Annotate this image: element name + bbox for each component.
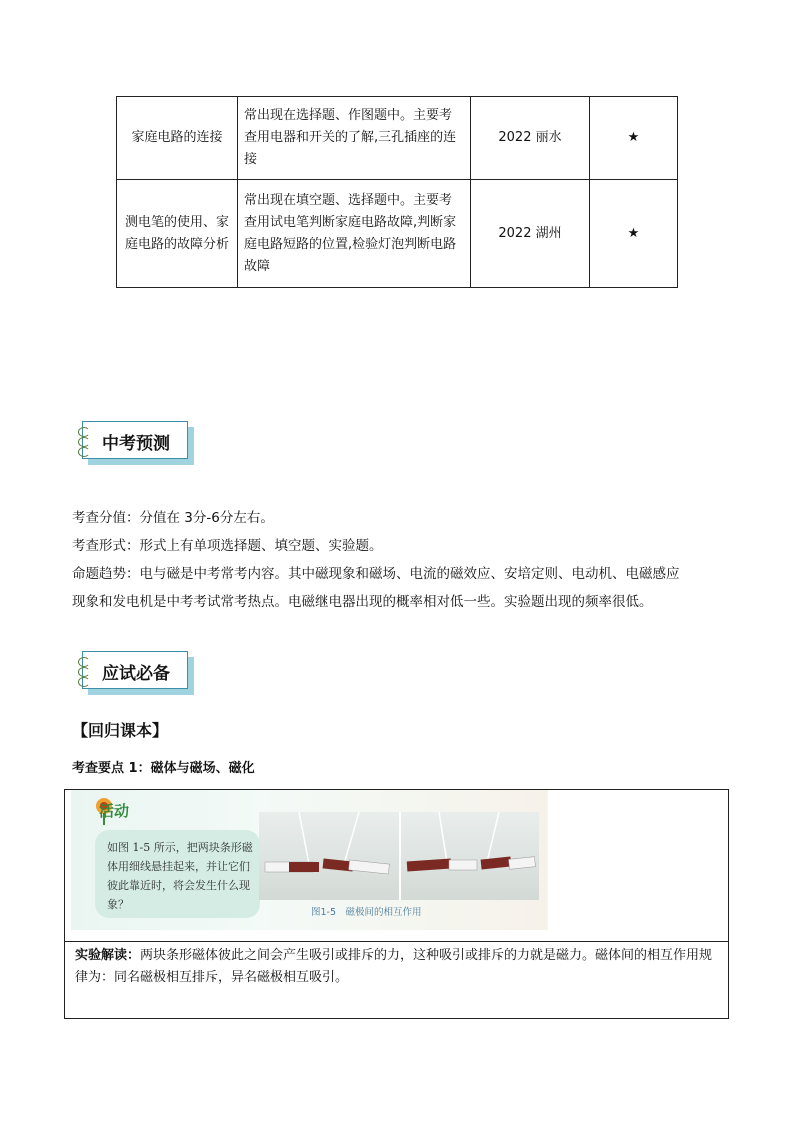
magnet-photo: [259, 812, 539, 900]
table-row: [117, 180, 678, 288]
exam-topic-table: [116, 96, 678, 288]
experiment-interpretation: [75, 945, 715, 989]
binder-ring-icon: [78, 677, 90, 687]
textbook-figure: [71, 790, 548, 930]
binder-ring-icon: [78, 657, 90, 667]
interpretation-text: 两块条形磁体彼此之间会产生吸引或排斥的力，这种吸引或排斥的力就是磁力。磁体间的相互作用规律为：同名磁极相互排斥，异名磁极相互吸引。: [75, 948, 713, 985]
section-header-prediction: [82, 421, 194, 465]
table-row: [117, 97, 678, 180]
experiment-box: [64, 789, 729, 1019]
binder-ring-icon: [78, 667, 90, 677]
return-to-textbook-heading: 【回归课本】: [72, 721, 169, 740]
activity-question: 如图 1-5 所示，把两块条形磁体用细线悬挂起来，并让它们彼此靠近时，将会发生什么现象？: [107, 841, 253, 911]
score-line: 考查分值：分值在 3分-6分左右。: [72, 510, 274, 526]
key-point-title: 考查要点 1：磁体与磁场、磁化: [72, 761, 255, 776]
format-line: 考查形式：形式上有单项选择题、填空题、实验题。: [72, 538, 383, 554]
figure-caption: 图1-5 磁极间的相互作用: [311, 907, 422, 918]
binder-ring-icon: [78, 427, 90, 437]
interpretation-label: 实验解读：: [75, 948, 141, 963]
binder-ring-icon: [78, 437, 90, 447]
topic-cell: 家庭电路的连接: [117, 97, 238, 180]
year-cell: 2022 丽水: [471, 97, 590, 180]
star-rating: ★: [590, 180, 678, 288]
trend-line-cont: 现象和发电机是中考考试常考热点。电磁继电器出现的概率相对低一些。实验题出现的频率很低。: [72, 594, 653, 610]
binder-ring-icon: [78, 447, 90, 457]
year-cell: 2022 湖州: [471, 180, 590, 288]
trend-line: 命题趋势：电与磁是中考常考内容。其中磁现象和磁场、电流的磁效应、安培定则、电动机、电磁感应: [72, 566, 680, 582]
section-title: 应试必备: [102, 664, 170, 684]
prediction-paragraph: [72, 504, 680, 616]
section-header-essentials: [82, 651, 194, 695]
description-cell: 常出现在填空题、选择题中。主要考查用试电笔判断家庭电路故障,判断家庭电路短路的位置,检验灯泡判断电路故障: [238, 180, 471, 288]
star-rating: ★: [590, 97, 678, 180]
section-title: 中考预测: [102, 434, 170, 454]
activity-label: 活动: [99, 802, 130, 820]
topic-cell: 测电笔的使用、家庭电路的故障分析: [117, 180, 238, 288]
description-cell: 常出现在选择题、作图题中。主要考查用电器和开关的了解,三孔插座的连接: [238, 97, 471, 180]
